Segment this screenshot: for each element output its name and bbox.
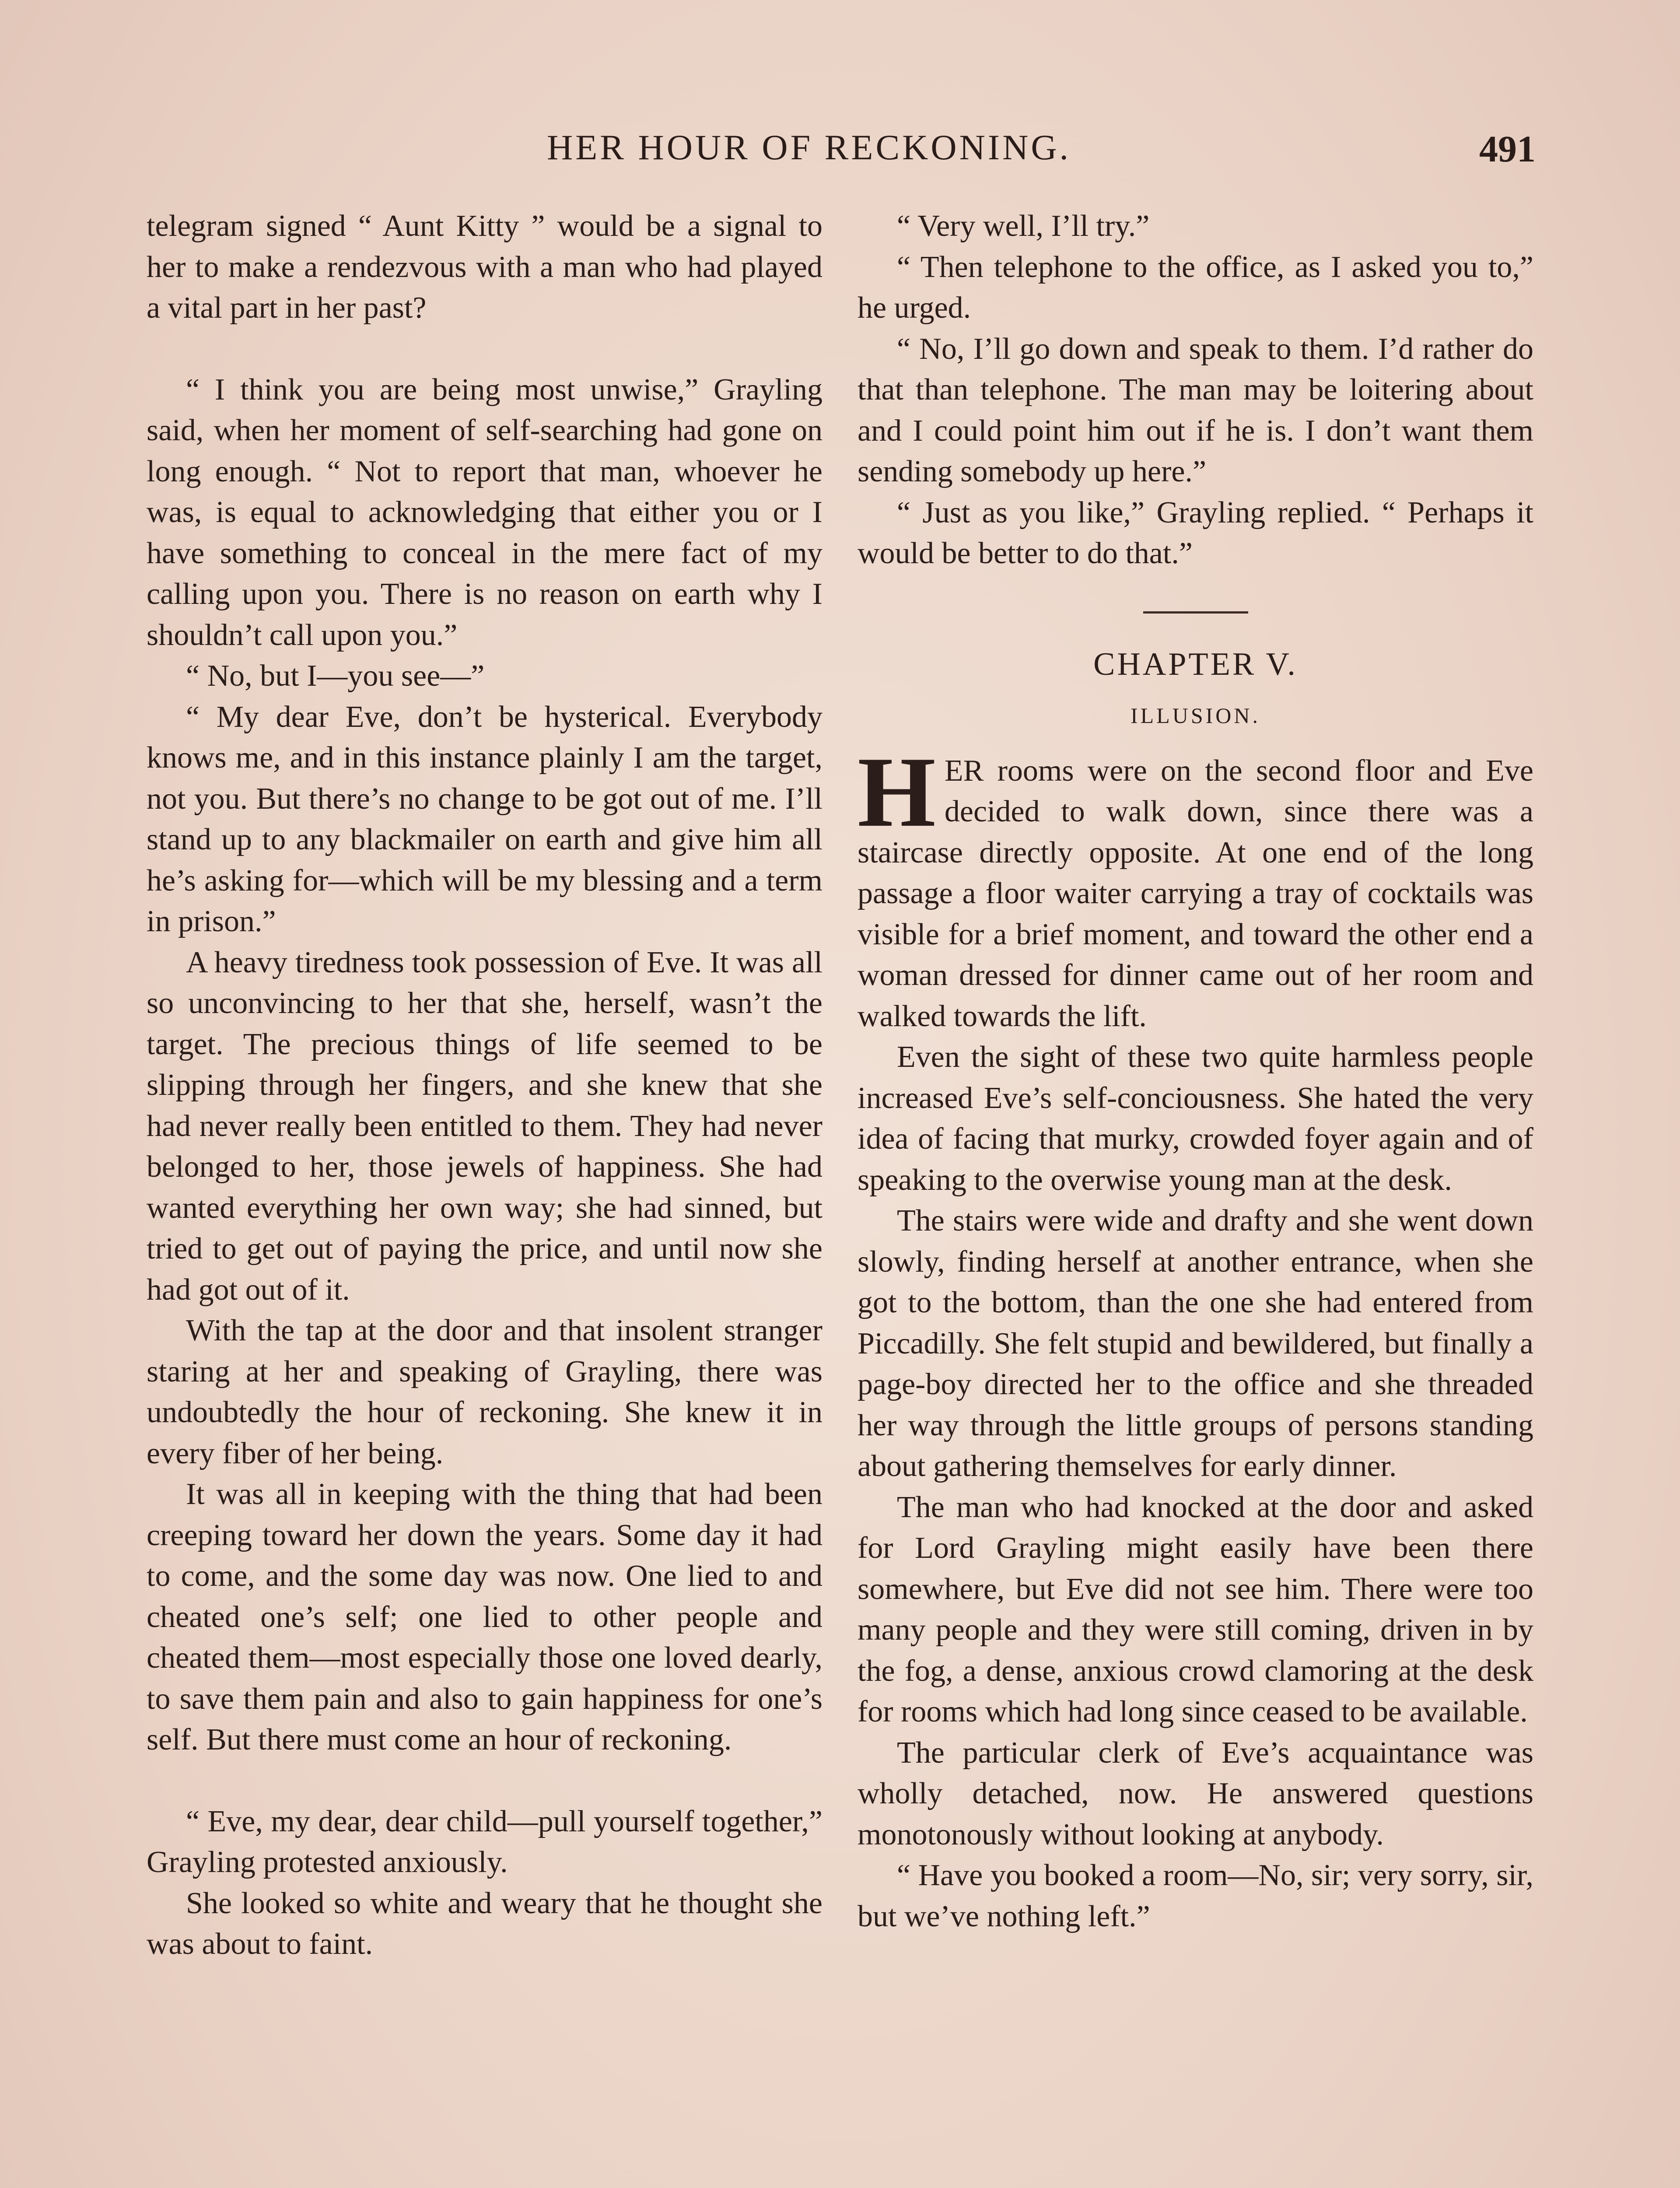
paragraph: The stairs were wide and drafty and she went down slowly, finding herself at another entrance, when she got to the bottom, than the one she had entered from Piccadilly. She felt stupid and bewildered, but finally a page-boy directed her to the office and she threaded her way through the little groups of persons standing about gathering themselves for early dinner. bbox=[858, 1204, 1533, 1483]
running-head bbox=[144, 127, 1536, 175]
paragraph: “ Very well, I’ll try.” bbox=[897, 209, 1150, 243]
paragraph: “ Then telephone to the office, as I asked you to,” he urged. bbox=[858, 250, 1533, 325]
paragraph: telegram signed “ Aunt Kitty ” would be a signal to her to make a rendezvous with a man who had played a vital part in her past? bbox=[147, 209, 822, 325]
running-title: HER HOUR OF RECKONING. bbox=[547, 127, 1071, 167]
paragraph: The man who had knocked at the door and asked for Lord Grayling might easily have been there somewhere, but Eve did not see him. There were too many people and they were still coming, driven in by the fog, a dense, anxious crowd clamoring at the desk for rooms which had long since ceased to be available. bbox=[858, 1490, 1533, 1729]
left-column bbox=[147, 206, 822, 1965]
page-number: 491 bbox=[1479, 128, 1536, 170]
paragraph: Even the sight of these two quite harmless people increased Eve’s self-conciousness. She hated the very idea of facing that murky, crowded foyer again and of speaking to the overwise young man at the desk. bbox=[858, 1040, 1533, 1197]
opening-text: ER rooms were on the second floor and Eve decided to walk down, since there was a staircase directly opposite. At one end of the long passage a floor waiter carrying a tray of cocktails was visible for a brief moment, and toward the other end a woman dressed for dinner came out of her room and walked towards the lift. bbox=[858, 754, 1533, 1033]
chapter-subtitle: ILLUSION. bbox=[1130, 703, 1261, 728]
paragraph: “ Eve, my dear, dear child—pull yourself together,” Grayling protested anxiously. bbox=[147, 1804, 822, 1879]
paragraph: “ No, but I—you see—” bbox=[186, 659, 485, 693]
right-column bbox=[858, 206, 1533, 1937]
chapter-title: CHAPTER V. bbox=[1093, 646, 1298, 682]
paragraph: “ Just as you like,” Grayling replied. “ Perhaps it would be better to do that.” bbox=[858, 495, 1533, 570]
section-divider bbox=[1143, 611, 1248, 614]
paragraph: A heavy tiredness took possession of Eve. It was all so unconvincing to her that she, herself, wasn’t the target. The precious things of life seemed to be slipping through her fingers, and she knew that she had never really been entitled to them. They had never belonged to her, those jewels of happiness. She had wanted everything her own way; she had sinned, but tried to get out of paying the price, and until now she had got out of it. bbox=[147, 945, 822, 1307]
paragraph: “ My dear Eve, don’t be hysterical. Everybody knows me, and in this instance plainly I am the target, not you. But there’s no change to be got out of me. I’ll stand up to any blackmailer on earth and give him all he’s asking for—which will be my blessing and a term in prison.” bbox=[147, 700, 822, 938]
paragraph: “ I think you are being most unwise,” Grayling said, when her moment of self-searching had gone on long enough. “ Not to report that man, whoever he was, is equal to acknowledging that either you or I have something to conceal in the mere fact of my calling upon you. There is no reason on earth why I shouldn’t call upon you.” bbox=[147, 372, 822, 652]
paragraph: “ Have you booked a room—No, sir; very sorry, sir, but we’ve nothing left.” bbox=[858, 1858, 1533, 1933]
paragraph: The particular clerk of Eve’s acquaintance was wholly detached, now. He answered questions monotonously without looking at anybody. bbox=[858, 1736, 1533, 1851]
chapter-opening-paragraph bbox=[858, 736, 1533, 1037]
paragraph: “ No, I’ll go down and speak to them. I’d rather do that than telephone. The man may be loitering about and I could point him out if he is. I don’t want them sending somebody up here.” bbox=[858, 332, 1533, 488]
paragraph: She looked so white and weary that he thought she was about to faint. bbox=[147, 1886, 822, 1961]
paragraph: It was all in keeping with the thing that had been creeping toward her down the years. Some day it had to come, and the some day was now. One lied to and cheated one’s self; one lied to other people and cheated them—most especially those one loved dearly, to save them pain and also to gain happiness for one’s self. But there must come an hour of reckoning. bbox=[147, 1477, 822, 1757]
drop-cap: H bbox=[858, 736, 936, 848]
paragraph: With the tap at the door and that insolent stranger staring at her and speaking of Grayling, there was undoubtedly the hour of reckoning. She knew it in every fiber of her being. bbox=[147, 1314, 822, 1470]
